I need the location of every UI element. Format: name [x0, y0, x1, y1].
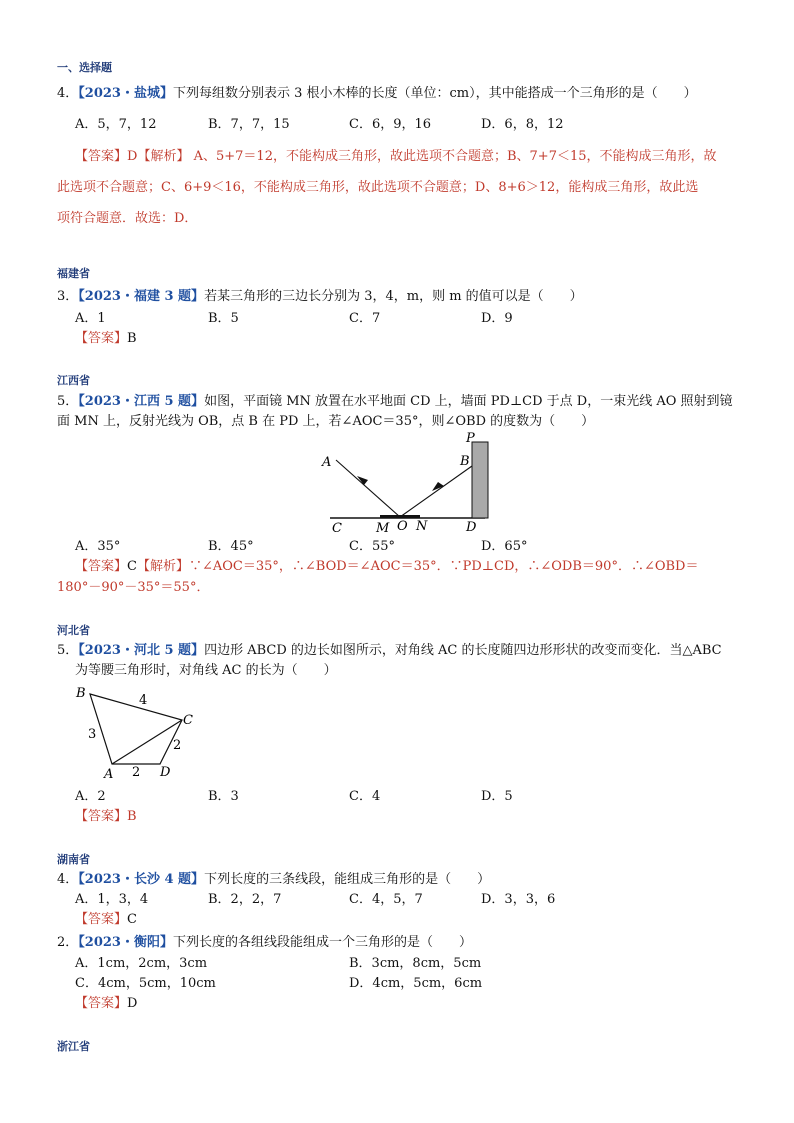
question-source-tag: 【2023・长沙 4 题】: [78, 872, 205, 887]
option-b: B．2，2，7: [208, 892, 282, 907]
question-text: 下列长度的各组线段能组成一个三角形的是（ ）: [172, 935, 472, 950]
label-p: P: [466, 431, 475, 446]
answer-label: 【答案】: [75, 996, 128, 1011]
mirror-reflection-figure: [320, 430, 500, 536]
option-d: D．4cm，5cm，6cm: [349, 976, 483, 991]
label-d: D: [160, 765, 171, 780]
wall-pd: [472, 442, 488, 518]
option-d: D．5: [481, 789, 513, 804]
option-a: A．1cm，2cm，3cm: [75, 956, 208, 971]
answer-value: B: [127, 809, 137, 824]
question-number: 3．: [57, 289, 79, 304]
answer-value: D: [127, 149, 138, 164]
answer-label: 【答案】: [75, 809, 128, 824]
answer-analysis-line-2: 180°－90°－35°＝55°．: [57, 580, 210, 595]
question-source-tag: 【2023・盐城】: [78, 86, 173, 101]
analysis-label: 【解析】: [137, 149, 190, 164]
question-source-tag: 【2023・河北 5 题】: [78, 643, 205, 658]
question-text: 如图，平面镜 MN 放置在水平地面 CD 上，墙面 PD⊥CD 于点 D，一束光线 AO 照射到镜: [204, 394, 733, 409]
option-a: A．35°: [75, 539, 121, 554]
label-b: B: [460, 454, 470, 469]
analysis-label: 【解析】: [136, 559, 189, 574]
question-fujian: [57, 289, 583, 305]
province-hunan: 湖南省: [57, 853, 90, 866]
analysis-text: ∵∠AOC＝35°，∴∠BOD＝∠AOC＝35°．∵PD⊥CD，∴∠ODB＝90°．∴∠OBD＝: [188, 559, 699, 574]
label-c: C: [183, 713, 193, 728]
label-n: N: [416, 519, 428, 534]
answer-analysis-line-2: 此选项不合题意；C、6+9＜16，不能构成三角形，故此选项不合题意；D、8+6＞12，能构成三角形，故此选: [57, 180, 699, 195]
label-o: O: [397, 519, 408, 534]
option-c: C．6，9，16: [349, 117, 432, 132]
question-yancheng: [57, 86, 697, 102]
question-text: 下列每组数分别表示 3 根小木棒的长度（单位：cm），其中能搭成一个三角形的是（ ）: [172, 86, 697, 101]
question-hebei-line-2: 为等腰三角形时，对角线 AC 的长为（ ）: [75, 663, 337, 678]
province-zhejiang: 浙江省: [57, 1040, 90, 1053]
label-m: M: [376, 521, 390, 536]
province-fujian: 福建省: [57, 267, 90, 280]
answer-label: 【答案】: [75, 149, 128, 164]
option-a: A．5，7，12: [75, 117, 157, 132]
label-a: A: [104, 767, 114, 782]
option-b: B．7，7，15: [208, 117, 290, 132]
quadrilateral-figure: [70, 682, 200, 782]
question-changsha: [57, 872, 490, 888]
answer-label: 【答案】: [75, 331, 128, 346]
answer-line: [75, 996, 137, 1012]
option-d: D．6，8，12: [481, 117, 564, 132]
option-b: B．5: [208, 311, 239, 326]
option-c: C．4，5，7: [349, 892, 423, 907]
answer-line: [75, 809, 137, 825]
answer-value: B: [127, 331, 137, 346]
label-a: A: [322, 455, 332, 470]
answer-label: 【答案】: [75, 912, 128, 927]
question-jiangxi-line-1: [57, 394, 733, 410]
option-a: A．1: [75, 311, 106, 326]
answer-value: C: [127, 912, 137, 927]
answer-line: [75, 331, 137, 347]
option-b: B．45°: [208, 539, 254, 554]
question-source-tag: 【2023・江西 5 题】: [78, 394, 205, 409]
length-bc: 4: [139, 693, 148, 708]
option-b: B．3: [208, 789, 239, 804]
length-ad: 2: [132, 765, 141, 780]
section-title: 一、选择题: [57, 61, 112, 74]
question-source-tag: 【2023・福建 3 题】: [78, 289, 205, 304]
option-c: C．7: [349, 311, 381, 326]
label-b: B: [76, 686, 86, 701]
option-d: D．9: [481, 311, 513, 326]
incident-ray-ao: [336, 460, 400, 517]
option-a: A．2: [75, 789, 106, 804]
option-a: A．1，3，4: [75, 892, 149, 907]
answer-value: D: [127, 996, 138, 1011]
option-c: C．4cm，5cm，10cm: [75, 976, 216, 991]
question-number: 2．: [57, 935, 79, 950]
question-hengyang: [57, 935, 472, 951]
answer-analysis-line-1: [75, 559, 698, 575]
question-number: 5．: [57, 394, 79, 409]
province-jiangxi: 江西省: [57, 374, 90, 387]
option-b: B．3cm，8cm，5cm: [349, 956, 482, 971]
answer-analysis-line-1: [75, 149, 717, 165]
label-d: D: [466, 520, 477, 535]
question-source-tag: 【2023・衡阳】: [78, 935, 173, 950]
answer-value: C: [127, 559, 137, 574]
province-hebei: 河北省: [57, 624, 90, 637]
question-number: 4．: [57, 86, 79, 101]
option-c: C．4: [349, 789, 381, 804]
question-number: 5．: [57, 643, 79, 658]
option-d: D．65°: [481, 539, 528, 554]
length-cd: 2: [173, 738, 182, 753]
length-ab: 3: [88, 727, 97, 742]
question-text: 四边形 ABCD 的边长如图所示，对角线 AC 的长度随四边形形状的改变而变化．当△ABC: [204, 643, 722, 658]
question-jiangxi-line-2: 面 MN 上，反射光线为 OB，点 B 在 PD 上，若∠AOC＝35°，则∠OBD 的度数为（ ）: [57, 414, 595, 429]
question-text: 若某三角形的三边长分别为 3，4，m，则 m 的值可以是（ ）: [204, 289, 583, 304]
question-number: 4．: [57, 872, 79, 887]
question-hebei-line-1: [57, 643, 722, 659]
answer-label: 【答案】: [75, 559, 128, 574]
answer-analysis-line-3: 项符合题意．故选：D．: [57, 211, 198, 226]
label-c: C: [332, 521, 342, 536]
option-d: D．3，3，6: [481, 892, 556, 907]
answer-line: [75, 912, 137, 928]
reflected-ray-ob: [400, 466, 472, 517]
question-text: 下列长度的三条线段，能组成三角形的是（ ）: [204, 872, 491, 887]
option-c: C．55°: [349, 539, 395, 554]
analysis-text: A、5+7＝12，不能构成三角形，故此选项不合题意；B、7+7＜15，不能构成三角形，故: [193, 149, 717, 164]
